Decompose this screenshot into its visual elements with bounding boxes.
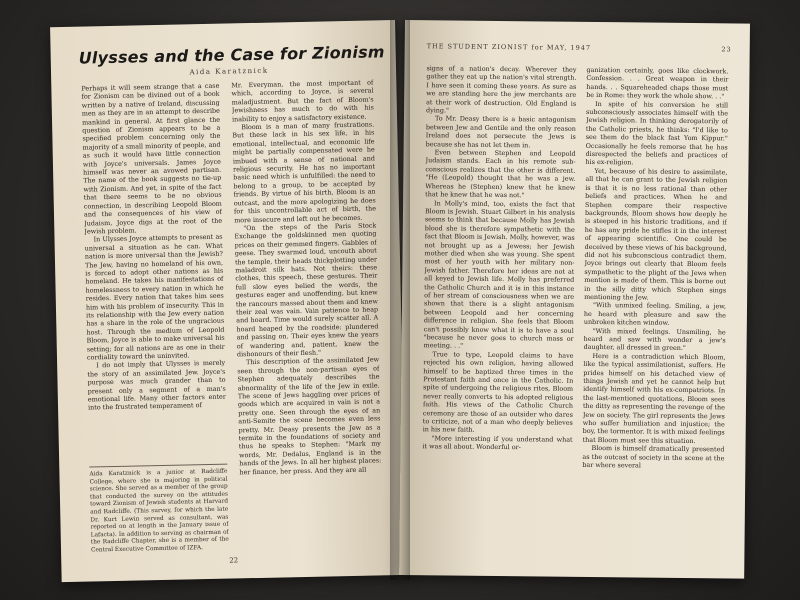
paragraph: "More interesting if you understand what it was all about. Wonderful or- — [422, 434, 573, 452]
paragraph: "With mixed feelings. Unsmiling, he heard and saw with wonder a jew's daughter, all dressed in green." — [583, 326, 726, 353]
author-bio-text: Aida Karatznick is a junior at Radcliffe College, where she is majoring in political science. She served as a member of the group that conducted the survey on the attitudes toward Zionism of Jewish students at Harvard and Radcliffe. (This survey, for which the late Dr. Kurt Lewin served as consultant, was reported on at length in the January issue of Lafacta). In addition to serving as chairman of the Radcliffe Chapter, she is a member of the Central Executive Committee of IZFA. — [89, 468, 229, 554]
left-page-column-1 — [81, 82, 227, 457]
open-magazine — [50, 20, 750, 585]
paragraph: Bloom is a man of many frustrations. But these lack in his sex life, in his emotional, intellectual, and economic life might be partially compensated were he imbued with a sense of national and religious security. He has no important basic need which is unfulfilled: the need to belong to a group, to be accepted by friends. By virtue of his birth, Bloom is an outcast, and the more apologizing he does for this uncontrollable act of birth, the more insecure and left out he becomes. — [232, 120, 377, 224]
paragraph: In Ulysses Joyce attempts to present as universal a situation as he can. What nation is more universal than the Jewish? The Jew, having no homeland of his own, is forced to adopt other nations as his homeland. He takes his manifestations of homelessness to every nation in which he resides. Every nation that takes him sees him with his problem of insecurity. This in its relationship with the Jew every nation has a share in the role of the ungracious host. Through the medium of Leopold Bloom, Joyce is able to make universal his setting; for all nations are as one in their cordiality toward the uninvited. — [84, 232, 225, 362]
right-page-column-1 — [422, 64, 577, 546]
left-page — [50, 20, 407, 582]
paragraph: Bloom is himself dramatically presented as the outcast of society in the scene at the bar where several — [582, 444, 725, 470]
running-head-page: 23 — [721, 45, 732, 54]
article-title: Ulysses and the Case for Zionism — [78, 42, 385, 68]
running-head — [427, 42, 732, 53]
paragraph: To Mr. Deasy there is a basic antagonism between Jew and Gentile and the only reason Ireland does not persecute the Jews is because she has not let them in. — [425, 114, 577, 149]
running-head-journal: THE STUDENT ZIONIST for MAY, 1947 — [426, 42, 592, 52]
book-gutter — [390, 20, 410, 580]
paragraph: ganization certainly, goes like clockwork. Confession. . . Great weapon in their hands. . . Squareheaded chaps those must be in Rome: they work the whole show. . ." — [586, 65, 729, 101]
paragraph: In spite of his conversion he still subconsciously associates himself with the Jewish religion. In thinking derogatorily of the Catholic priests, he thinks: "I'd like to see them do the black fast Yom Kippur." Occasionally he feels remorse that he has disrespected the beliefs and practices of his ex-religion. — [585, 99, 729, 167]
paragraph: This description of the assimilated Jew seen through the non-partisan eyes of Stephen adequately describes the abnormality of the life of the Jew in exile. The scene of Jews haggling over prices of goods which are acquired in vain is not a pretty one. Seen through the eyes of an anti-Semite the scene becomes even less pretty. Mr. Deasy presents the Jew as a termite in the foundations of society and thus he speaks to Stephen: "Mark my words, Mr. Dedalus, England is in the hands of the Jews. In all her highest places: her finance, her press. And they are all — [237, 355, 382, 477]
page-number: 22 — [229, 556, 239, 565]
paragraph: "With unmixed feeling. Smiling, a jew, he heard with pleasure and saw the unbroken kitchen window. — [583, 301, 727, 327]
right-page-column-2 — [582, 66, 729, 547]
left-page-column-2 — [231, 78, 383, 551]
paragraph: Here is a contradiction which Bloom, like the typical assimilationist, suffers. He prides himself on his detached view of things Jewish and yet he cannot help but identify himself with his ex-compatriots. In the last-mentioned quotations, Bloom sees the ditty as representing the revenge of the Jew on society. The girl represents the Jews who suffer humiliation and injustice; the boy, the tormentor. It is with mixed feelings that Bloom must see this situation. — [582, 351, 726, 445]
paragraph: Perhaps it will seem strange that a case for Zionism can be divined out of a book written by a native of Ireland, discussing men as they are in an attempt to describe mankind in general. At first glance the question of Zionism appears to be a specified problem concerning only the majority of a small minority of people, and as such it would have little connection with Joyce's universals. James Joyce himself was never an avowed partisan. The name of the book suggests no tie-up with Zionism. And yet, in spite of the fact that there seems to be no obvious connection, in describing Leopold Bloom and the consequences of his view of Judaism, Joyce digs at the root of the Jewish problem. — [81, 81, 223, 236]
paragraph: signs of a nation's decay. Wherever they gather they eat up the nation's vital strength. I have seen it coming these years. As sure as we are standing here the jew merchants are at their work of destruction. Old England is dying." — [426, 64, 577, 115]
paragraph: In Molly's mind, too, exists the fact that Bloom is Jewish. Stuart Gilbert in his analysis seems to think that because Molly has Jewish blood she is therefore sympathetic with the fact that Bloom is Jewish. Molly, however, was not brought up as a Jewess; her Jewish mother died when she was young. She spent most of her youth with her military non-Jewish father. Therefore her ideas are not at all keyed to Jewish life. Molly has preferred the Catholic Church and it is in this instance of her stream of consciousness when we are shown that there is a slight antagonism between Leopold and her concerning difference in religion. She feels that Bloom can't possibly know what it is to have a soul "because he never goes to church mass or meeting. . ." — [423, 198, 576, 351]
paragraph: "On the steps of the Paris Stock Exchange the goldskinned men quoting prices on their gemmed fingers. Gabbles of geese. They swarmed loud, uncouth about the temple, their heads thickplotting under maladroit silk hats. Not theirs: these clothes, this speech, these gestures. Their full slow eyes belied the words, the gestures eager and unoffending, but knew the rancours massed about them and knew their zeal was vain. Vain patience to heap and hoard. Time would surely scatter all. A hoard heaped by the roadside: plundered and passing on. Their eyes knew the years of wandering and, patient, knew the dishonours of their flesh." — [234, 221, 379, 359]
paragraph: Even between Stephen and Leopold Judaism stands. Each in his remote sub-conscious realizes that the other is different. "He (Leopold) thought that he was a jew. Whereas he (Stephen) knew that he knew that he knew that he was not." — [425, 148, 576, 200]
paragraph: I do not imply that Ulysses is merely the story of an assimilated Jew. Joyce's purpose was much grander than to present only a segment of a man's emotional life. Many other factors enter into the frustrated temperament of — [87, 359, 226, 412]
paragraph: Yet, because of his desire to assimilate, all that he can grant to the Jewish religion is that it is no less rational than other beliefs and practices. When he and Stephen compare their respective backgrounds, Bloom shows how deeply he is steeped in his historic traditions, and if he has any pride he stifles it in the interest of appearing scientific. One could be deceived by these views of his background, did not his subconscious contradict them. Joyce brings out clearly that Bloom feels sympathetic to the plight of the Jews when mention is made of them. This is borne out in the silly ditty which Stephen sings mentioning the Jew. — [584, 166, 728, 302]
right-page — [399, 20, 750, 579]
article-byline: Aida Karatznick — [189, 66, 269, 77]
paragraph: Mr. Everyman, the most important of which, according to Joyce, is several maladjustment. But the fact of Bloom's Jewishness has much to do with his inability to enjoy a satisfactory existence. — [231, 78, 374, 124]
paragraph: True to type, Leopold claims to have rejected his own religion, having allowed himself to be baptized three times in the Protestant faith and once in the Catholic. In spite of undergoing the religious rites, Bloom never really converts to his adopted religious faith. His views of the Catholic Church ceremony are those of an outsider who dares to criticize, not of a man who deeply believes in his new faith. — [422, 350, 574, 435]
author-bio — [89, 464, 229, 562]
